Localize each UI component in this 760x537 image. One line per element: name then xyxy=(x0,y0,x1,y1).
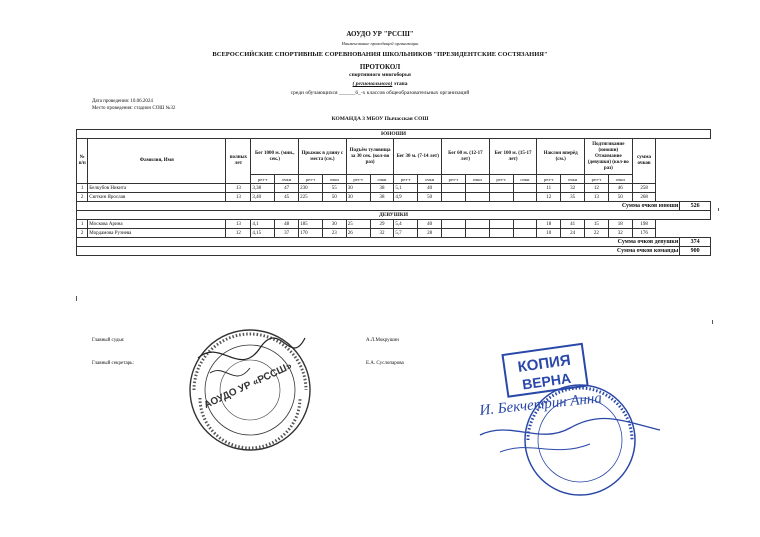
sub-pts: очки xyxy=(513,175,537,184)
sub-pts: очки xyxy=(561,175,585,184)
cell-num: 1 xyxy=(77,184,88,193)
cell-empty xyxy=(489,193,513,202)
cell-empty xyxy=(442,220,466,229)
col-run30-header: Бег 30 м. (7-14 лет) xyxy=(394,139,442,175)
team-title: КОМАНДА 3 МБОУ Пычасская СОШ xyxy=(331,116,429,122)
team-total-label: Сумма очков команды xyxy=(77,247,680,256)
cell-empty xyxy=(465,220,489,229)
boys-total-label: Сумма очков юноши xyxy=(77,202,680,211)
cell-name: Белкубов Никита xyxy=(88,184,226,193)
sub-res: рез-т xyxy=(442,175,466,184)
table-row xyxy=(77,229,711,238)
cell-empty xyxy=(442,229,466,238)
round-stamp xyxy=(180,318,320,458)
cell-empty xyxy=(513,184,537,193)
cell-num: 2 xyxy=(77,229,88,238)
sub-res: рез-т xyxy=(299,175,323,184)
copy-stamp xyxy=(460,340,695,510)
cell-pjump: 30 xyxy=(322,220,346,229)
competition-title: ВСЕРОССИЙСКИЕ СПОРТИВНЫЕ СОРЕВНОВАНИЯ ШКОЛЬНИКОВ "ПРЕЗИДЕНТСКИЕ СОСТЯЗАНИЯ" xyxy=(212,51,548,58)
cell-empty xyxy=(513,193,537,202)
cell-rbend: 10 xyxy=(537,229,561,238)
cell-rsit: 30 xyxy=(346,193,370,202)
scan-speck xyxy=(718,208,719,211)
cell-p30: 50 xyxy=(418,193,442,202)
cell-num: 2 xyxy=(77,193,88,202)
cell-empty xyxy=(465,193,489,202)
cell-p30: 40 xyxy=(418,220,442,229)
cell-p1000: 48 xyxy=(275,220,299,229)
col-num-header: № п/п xyxy=(77,139,88,184)
sub-res: рез-т xyxy=(537,175,561,184)
cell-rpull: 15 xyxy=(585,220,609,229)
cell-r1000: 4,15 xyxy=(251,229,275,238)
table-row xyxy=(77,184,711,193)
sub-pts: очки xyxy=(418,175,442,184)
cell-rjump: 225 xyxy=(299,193,323,202)
cell-ppull: 50 xyxy=(608,193,632,202)
sub-res: рез-т xyxy=(585,175,609,184)
sub-res: рез-т xyxy=(346,175,370,184)
team-total: 900 xyxy=(680,247,711,256)
col-age-header: полных лет xyxy=(226,139,251,184)
cell-p30: 40 xyxy=(418,184,442,193)
col-run100-header: Бег 100 м. (15-17 лет) xyxy=(489,139,537,175)
cell-name: Сюткин Ярослав xyxy=(88,193,226,202)
cell-empty xyxy=(489,184,513,193)
cell-rbend: 18 xyxy=(537,220,561,229)
cell-r30: 5,4 xyxy=(394,220,418,229)
cell-sum: 268 xyxy=(632,193,656,202)
cell-pjump: 55 xyxy=(322,184,346,193)
col-jump-header: Прыжок в длину с места (см.) xyxy=(299,139,347,175)
cell-empty xyxy=(442,184,466,193)
col-pull-header: Подтягивание (юноши) Отжимание (девушки) (кол-во раз) xyxy=(585,139,633,175)
girls-total-label: Сумма очков девушки xyxy=(77,238,680,247)
cell-p1000: 37 xyxy=(275,229,299,238)
cell-r30: 5,7 xyxy=(394,229,418,238)
cell-pbend: 41 xyxy=(561,220,585,229)
col-run1000-header: Бег 1000 м. (мин., сек.) xyxy=(251,139,299,175)
cell-name: Мордамова Рузиева xyxy=(88,229,226,238)
cell-rjump: 230 xyxy=(299,184,323,193)
cell-sum: 198 xyxy=(632,220,656,229)
sub-pts: очки xyxy=(322,175,346,184)
cell-pbend: 24 xyxy=(561,229,585,238)
cell-p1000: 45 xyxy=(275,193,299,202)
cell-num: 1 xyxy=(77,220,88,229)
judge-name: А.Л.Мокрушин xyxy=(366,338,399,343)
among-line: среди обучающихся ______6_-х классов общеобразовательных организаций xyxy=(290,90,470,96)
secretary-label: Главный секретарь: xyxy=(92,361,134,366)
cell-r30: 5,1 xyxy=(394,184,418,193)
cell-empty xyxy=(465,229,489,238)
cell-sum: 258 xyxy=(632,184,656,193)
cell-age: 13 xyxy=(226,220,251,229)
col-sum-header: сумма очков xyxy=(632,139,656,184)
cell-empty xyxy=(489,229,513,238)
cell-p1000: 47 xyxy=(275,184,299,193)
boys-section-title: ЮНОШИ xyxy=(77,130,711,139)
cell-rpull: 12 xyxy=(585,184,609,193)
sub-pts: очки xyxy=(608,175,632,184)
cell-name: Москова Арина xyxy=(88,220,226,229)
cell-age: 13 xyxy=(226,193,251,202)
cell-rsit: 25 xyxy=(346,220,370,229)
cell-rjump: 185 xyxy=(299,220,323,229)
cell-rjump: 170 xyxy=(299,229,323,238)
cell-ppull: 32 xyxy=(608,229,632,238)
secretary-name: Е.А. Суслопарова xyxy=(366,361,404,366)
copy-handwriting: И. Бекчетрин Анна xyxy=(478,390,603,419)
sub-res: рез-т xyxy=(251,175,275,184)
cell-r1000: 3,38 xyxy=(251,184,275,193)
org-title: АОУДО УР "РССШ" xyxy=(346,30,414,38)
copy-stamp-sub: ВЕРНА xyxy=(521,369,573,393)
stage-line xyxy=(0,81,760,87)
cell-age: 12 xyxy=(226,229,251,238)
table-row xyxy=(77,220,711,229)
event-date: Дата проведения: 10.06.2024 xyxy=(92,99,153,104)
stage-label: этапа xyxy=(392,81,408,87)
sub-pts: очки xyxy=(370,175,394,184)
results-table xyxy=(76,129,711,256)
protocol-subtitle: спортивного многоборья xyxy=(349,72,411,78)
cell-empty xyxy=(442,193,466,202)
protocol-title: ПРОТОКОЛ xyxy=(359,63,401,71)
col-name-header: Фамилия, Имя xyxy=(88,139,226,184)
cell-pbend: 35 xyxy=(561,193,585,202)
sub-res: рез-т xyxy=(394,175,418,184)
col-run60-header: Бег 60 м. (12-17 лет) xyxy=(442,139,490,175)
cell-empty xyxy=(513,220,537,229)
cell-rsit: 30 xyxy=(346,184,370,193)
cell-pbend: 32 xyxy=(561,184,585,193)
svg-text:АОУДО УР «РССШ»: АОУДО УР «РССШ» xyxy=(202,360,294,412)
girls-section-title: ДЕВУШКИ xyxy=(77,211,711,220)
cell-empty xyxy=(465,184,489,193)
boys-total: 526 xyxy=(680,202,711,211)
cell-psit: 32 xyxy=(370,229,394,238)
cell-psit: 38 xyxy=(370,193,394,202)
cell-rbend: 12 xyxy=(537,193,561,202)
cell-rsit: 26 xyxy=(346,229,370,238)
event-place: Место проведения: стадион СОШ №32 xyxy=(92,106,176,111)
cell-rpull: 13 xyxy=(585,193,609,202)
cell-age: 13 xyxy=(226,184,251,193)
table-row xyxy=(77,193,711,202)
cell-empty xyxy=(513,229,537,238)
sub-pts: очки xyxy=(275,175,299,184)
girls-total: 374 xyxy=(680,238,711,247)
cell-rpull: 22 xyxy=(585,229,609,238)
scan-speck xyxy=(712,320,713,324)
cell-pjump: 23 xyxy=(322,229,346,238)
cell-ppull: 46 xyxy=(608,184,632,193)
cell-empty xyxy=(489,220,513,229)
cell-r1000: 4,1 xyxy=(251,220,275,229)
scan-speck xyxy=(76,296,77,301)
round-stamp-title xyxy=(202,361,294,412)
stage-value: ( регионального) xyxy=(352,81,393,87)
cell-r1000: 3,40 xyxy=(251,193,275,202)
cell-psit: 38 xyxy=(370,184,394,193)
col-situp-header: Подъём туловища за 30 сек. (кол-во раз) xyxy=(346,139,394,175)
copy-stamp-title: КОПИЯ xyxy=(516,351,572,376)
cell-ppull: 18 xyxy=(608,220,632,229)
sub-pts: очки xyxy=(465,175,489,184)
cell-p30: 28 xyxy=(418,229,442,238)
cell-rbend: 11 xyxy=(537,184,561,193)
cell-pjump: 50 xyxy=(322,193,346,202)
col-bend-header: Наклон вперёд (см.) xyxy=(537,139,585,175)
sub-res: рез-т xyxy=(489,175,513,184)
org-subtitle: Наименование проводящей организации xyxy=(341,41,419,46)
cell-r30: 4,9 xyxy=(394,193,418,202)
cell-psit: 29 xyxy=(370,220,394,229)
judge-label: Главный судья: xyxy=(92,338,125,343)
cell-sum: 176 xyxy=(632,229,656,238)
